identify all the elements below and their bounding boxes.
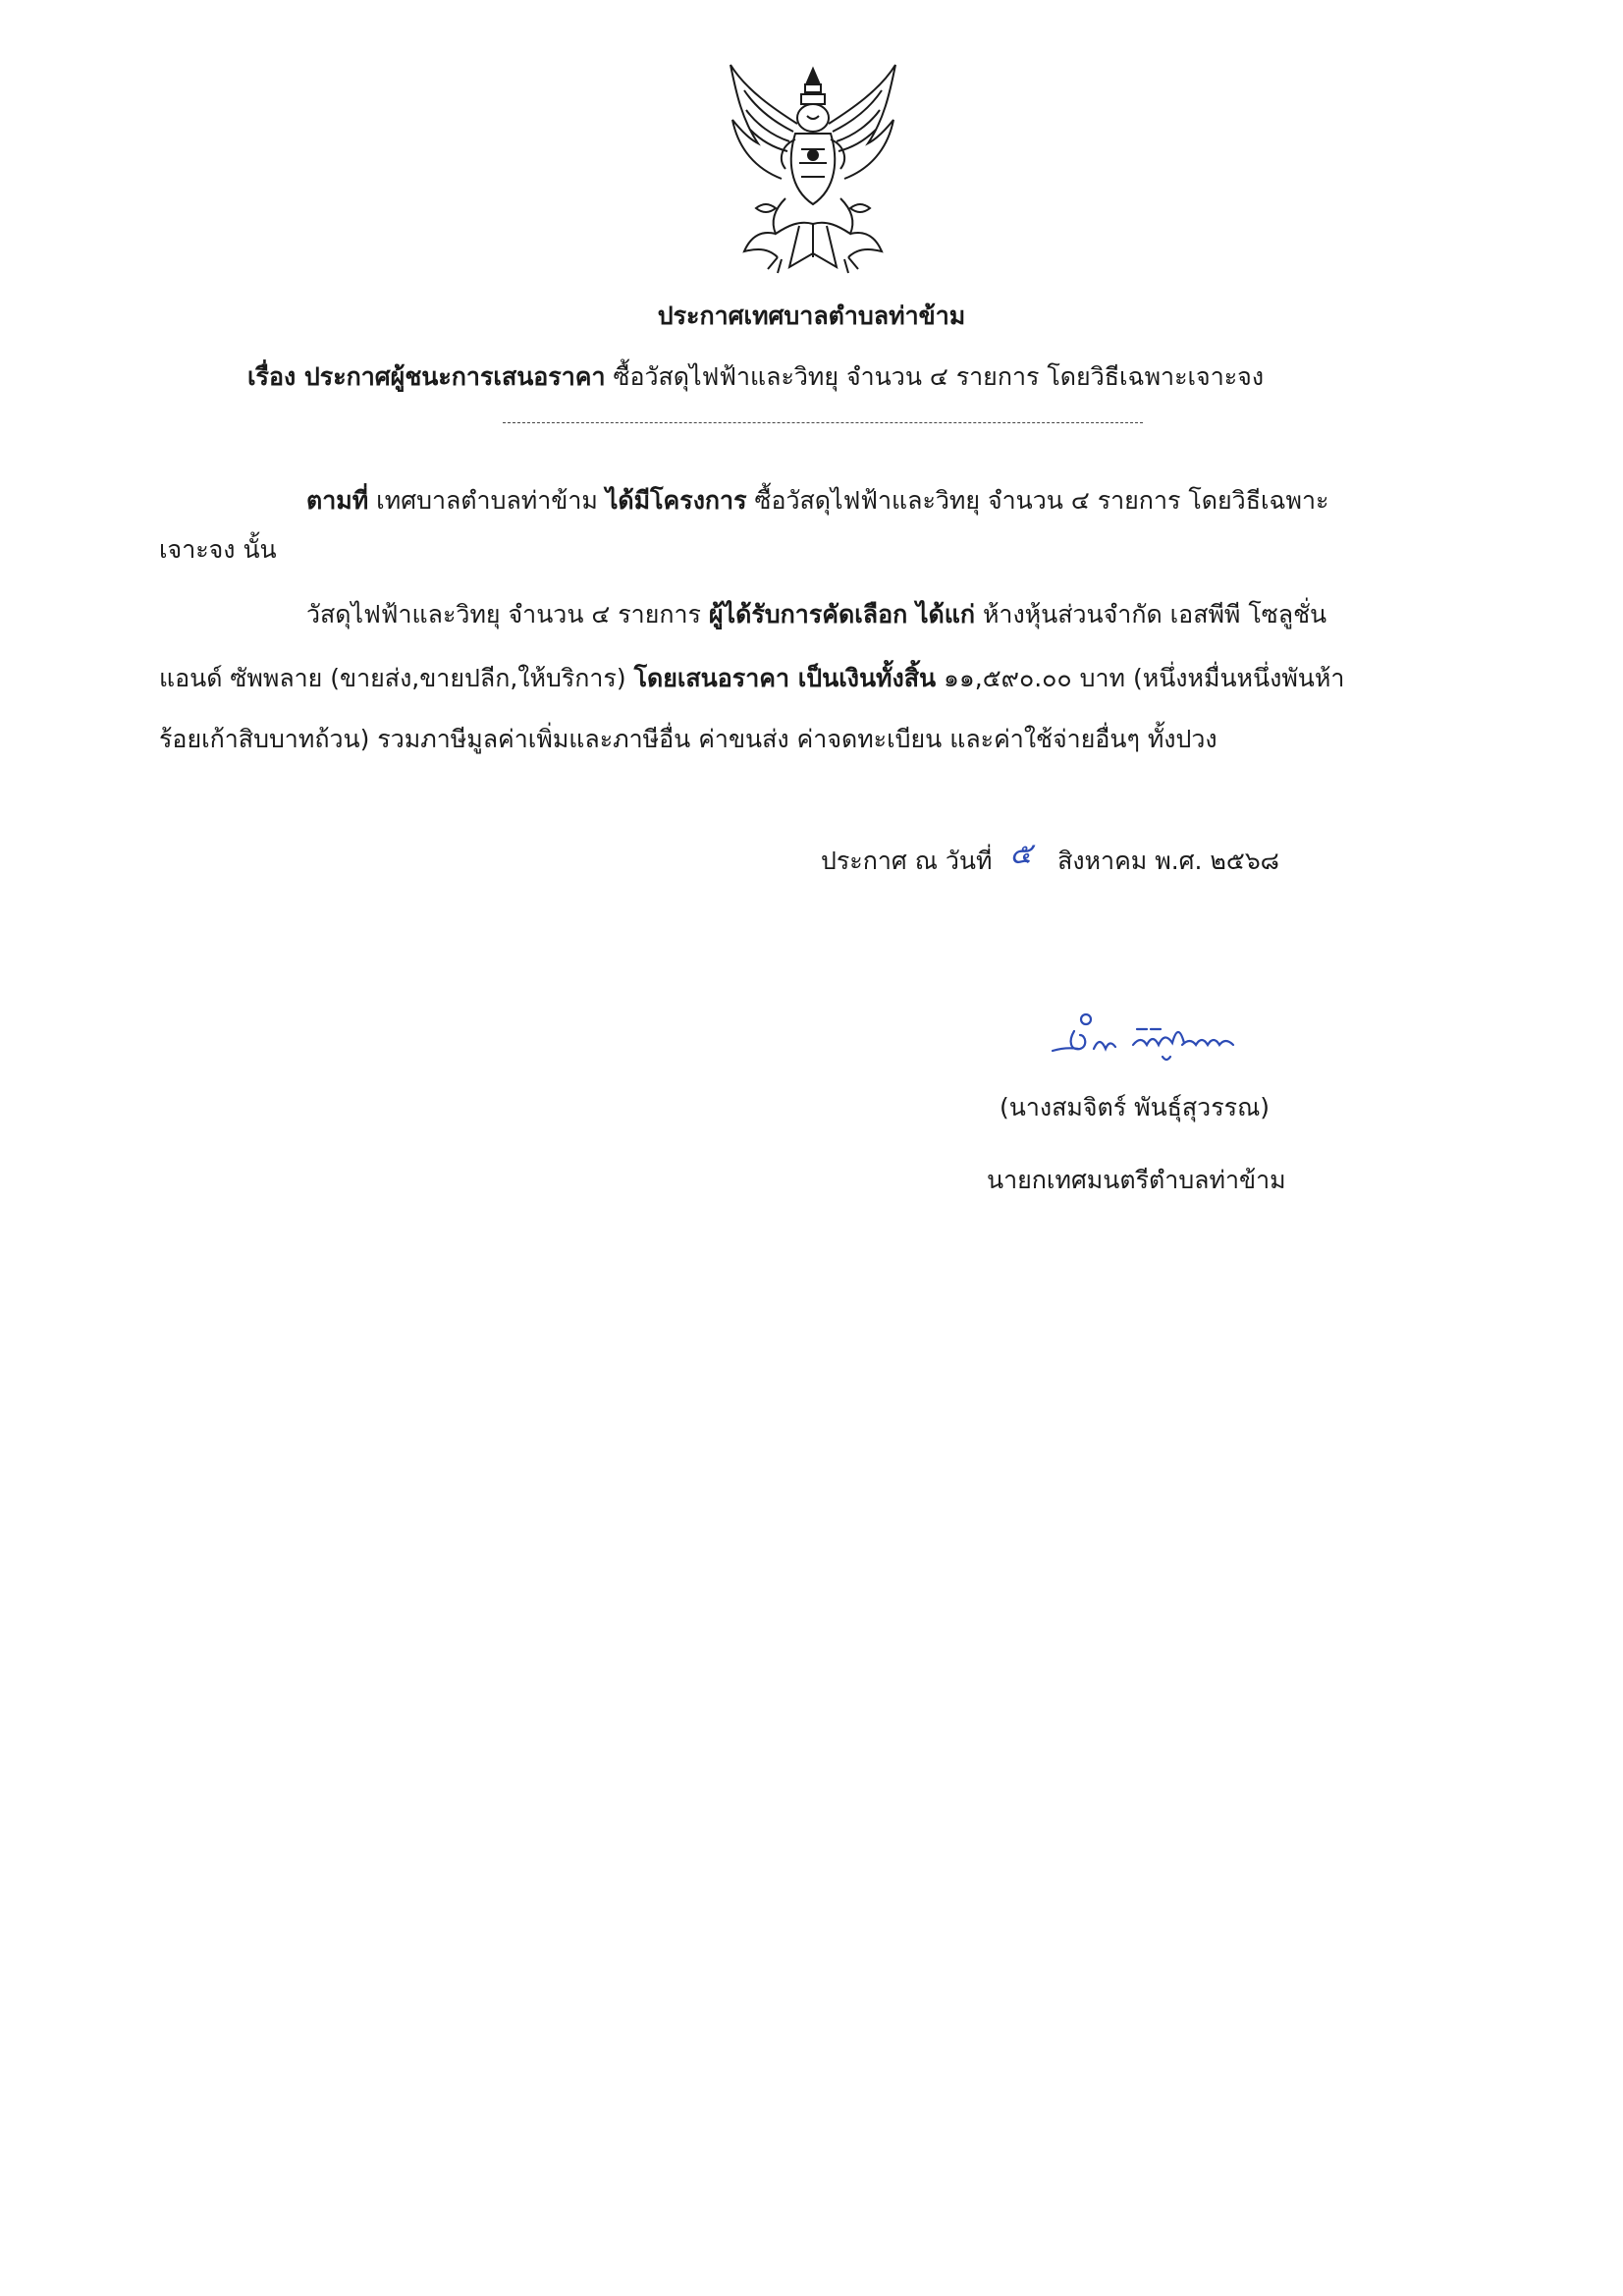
paragraph-1-line-1 [306, 481, 1329, 520]
p2-text-c: ห้างหุ้นส่วนจำกัด เอสพีพี โซลูชั่น [975, 600, 1327, 629]
garuda-emblem-icon [717, 61, 909, 277]
announcement-date [821, 837, 1279, 883]
p1-bold-b: ได้มีโครงการ [605, 486, 747, 515]
subject-label: เรื่อง ประกาศผู้ชนะการเสนอราคา [247, 362, 606, 391]
paragraph-2-line-2 [159, 659, 1344, 698]
dashed-divider [503, 422, 1143, 423]
document-title: ประกาศเทศบาลตำบลท่าข้าม [657, 301, 966, 330]
p2-line2-a: แอนด์ ซัพพลาย (ขายส่ง,ขายปลีก,ให้บริการ) [159, 664, 634, 692]
p2-text-a: วัสดุไฟฟ้าและวิทยุ จำนวน ๔ รายการ [306, 600, 709, 629]
p1-lead: ตามที่ [306, 486, 369, 515]
signer-position: นายกเทศมนตรีตำบลท่าข้าม [987, 1166, 1286, 1194]
p2-bold-b: ผู้ได้รับการคัดเลือก ได้แก่ [708, 600, 975, 629]
signer-name: (นางสมจิตร์ พันธุ์สุวรรณ) [1000, 1093, 1271, 1121]
paragraph-1-line-2: เจาะจง นั้น [159, 535, 277, 564]
date-suffix: สิงหาคม พ.ศ. ๒๕๖๘ [1057, 847, 1279, 875]
paragraph-2-line-3: ร้อยเก้าสิบบาทถ้วน) รวมภาษีมูลค่าเพิ่มและภาษีอื่น ค่าขนส่ง ค่าจดทะเบียน และค่าใช้จ่ายอื่นๆ ทั้งปวง [159, 725, 1217, 753]
p2-line2-c: ๑๑,๕๙๐.๐๐ บาท (หนึ่งหมื่นหนึ่งพันห้า [936, 664, 1345, 692]
p1-text-a: เทศบาลตำบลท่าข้าม [368, 486, 606, 515]
document-subject [247, 357, 1264, 397]
subject-text: ซื้อวัสดุไฟฟ้าและวิทยุ จำนวน ๔ รายการ โดยวิธีเฉพาะเจาะจง [613, 362, 1265, 391]
p2-line2-bold-b: โดยเสนอราคา เป็นเงินทั้งสิ้น [633, 664, 937, 692]
handwritten-signature-icon [1047, 1002, 1282, 1070]
date-prefix: ประกาศ ณ วันที่ [821, 847, 993, 875]
p1-text-c: ซื้อวัสดุไฟฟ้าและวิทยุ จำนวน ๔ รายการ โดยวิธีเฉพาะ [746, 486, 1329, 515]
paragraph-2-line-1 [306, 595, 1326, 634]
date-day-handwritten: ๕ [1009, 837, 1033, 871]
